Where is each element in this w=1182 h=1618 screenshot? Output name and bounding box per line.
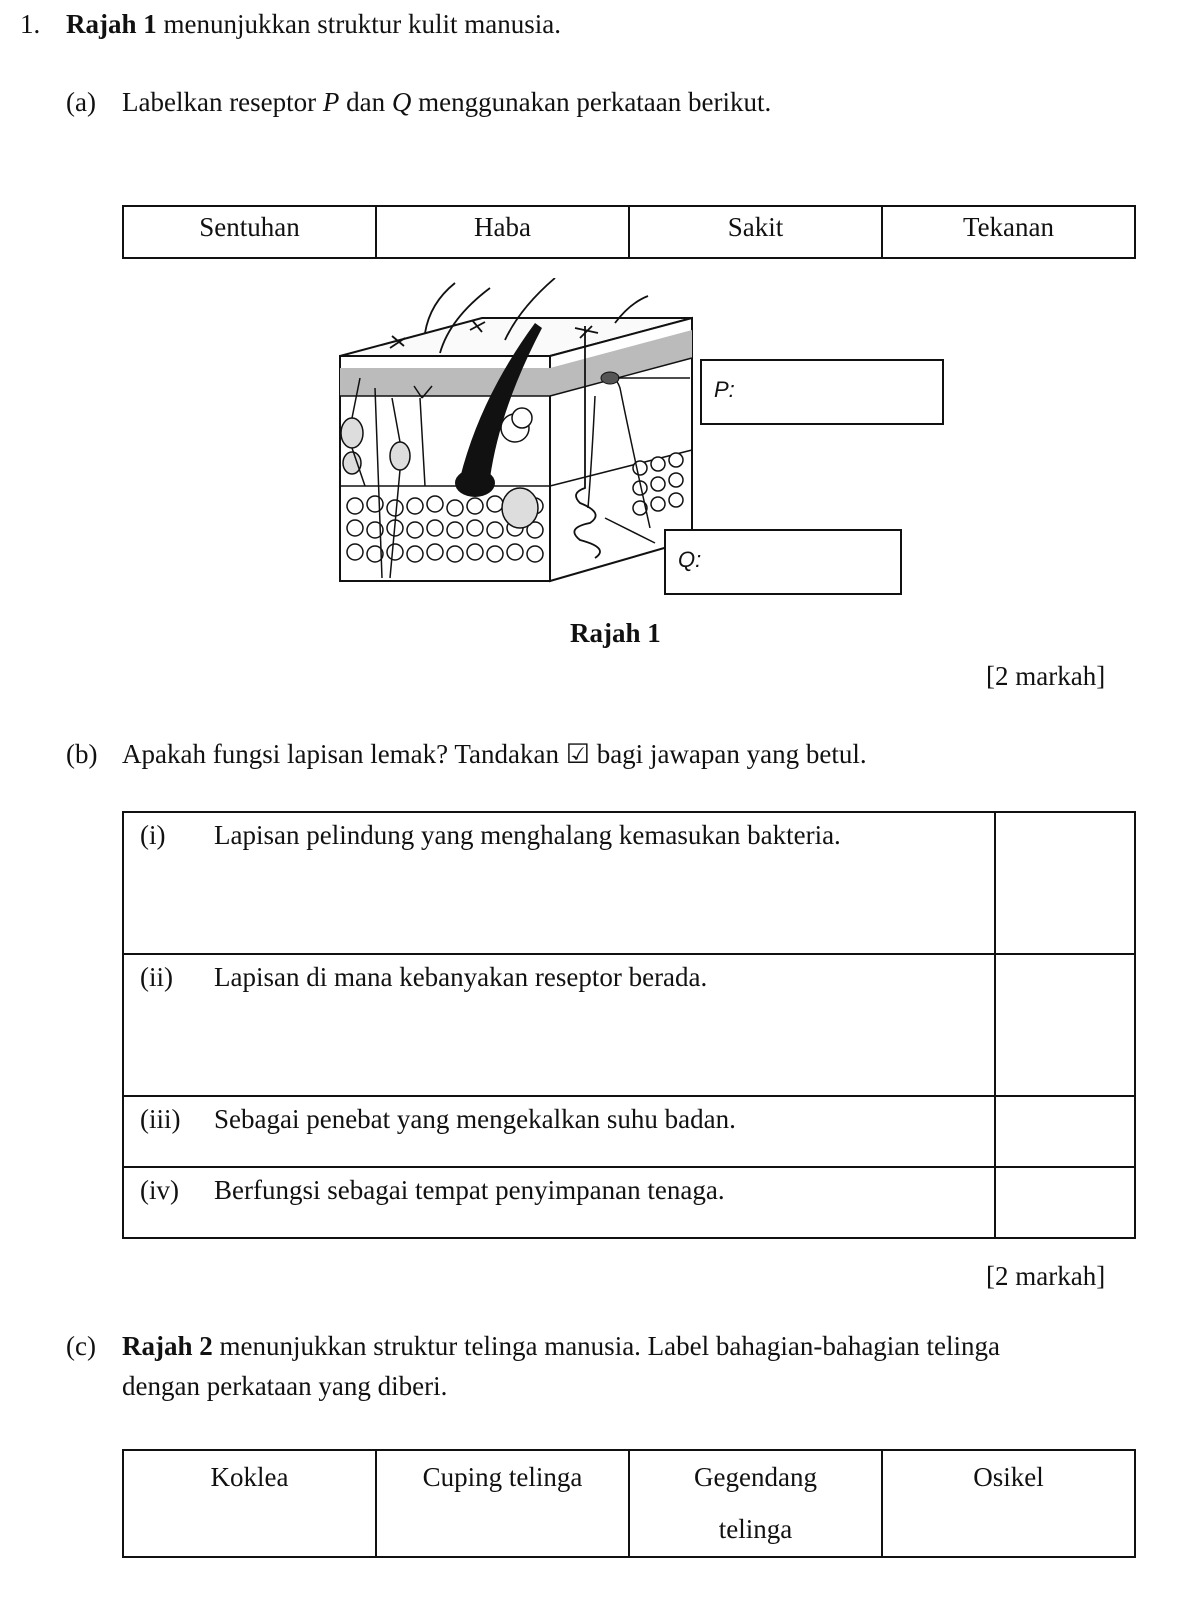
part-a-instruction: Labelkan reseptor P dan Q menggunakan perkataan berikut. bbox=[122, 87, 772, 117]
figure-ref: Rajah 1 bbox=[66, 9, 157, 39]
option-checkbox-ii[interactable] bbox=[995, 954, 1135, 1096]
option-number: (iv) bbox=[123, 1167, 214, 1238]
checkbox-symbol: ☑ bbox=[565, 739, 590, 769]
word-bank-cell: Osikel bbox=[882, 1450, 1135, 1557]
word-bank-cell: Sentuhan bbox=[123, 206, 376, 258]
word-bank-table-a bbox=[122, 205, 1136, 259]
word-bank-table-c bbox=[122, 1449, 1136, 1558]
part-c-instruction-line1: Rajah 2 menunjukkan struktur telinga manusia. Label bahagian-bahagian telinga bbox=[122, 1331, 1001, 1361]
option-row bbox=[123, 1167, 1135, 1238]
option-text: Berfungsi sebagai tempat penyimpanan tenaga. bbox=[214, 1167, 995, 1238]
word-bank-cell: Koklea bbox=[123, 1450, 376, 1557]
label-box-p[interactable]: P: bbox=[700, 359, 944, 425]
option-text: Lapisan di mana kebanyakan reseptor berada. bbox=[214, 954, 995, 1096]
marks-a: [2 markah] bbox=[986, 661, 1106, 691]
question-number: 1. bbox=[20, 9, 41, 39]
option-row bbox=[123, 812, 1135, 954]
option-number: (ii) bbox=[123, 954, 214, 1096]
part-c-instruction-line2: dengan perkataan yang diberi. bbox=[122, 1371, 448, 1401]
part-b-label: (b) bbox=[66, 739, 98, 769]
part-a-label: (a) bbox=[66, 87, 96, 117]
marks-b: [2 markah] bbox=[986, 1261, 1106, 1291]
label-box-q[interactable]: Q: bbox=[664, 529, 902, 595]
question-intro: Rajah 1 menunjukkan struktur kulit manusia. bbox=[66, 9, 561, 39]
option-checkbox-iv[interactable] bbox=[995, 1167, 1135, 1238]
option-checkbox-i[interactable] bbox=[995, 812, 1135, 954]
word-bank-cell: Tekanan bbox=[882, 206, 1135, 258]
word-bank-cell: Gegendang telinga bbox=[629, 1450, 882, 1557]
option-number: (i) bbox=[123, 812, 214, 954]
option-checkbox-iii[interactable] bbox=[995, 1096, 1135, 1167]
option-row bbox=[123, 954, 1135, 1096]
word-bank-cell: Sakit bbox=[629, 206, 882, 258]
word-bank-cell: Cuping telinga bbox=[376, 1450, 629, 1557]
option-number: (iii) bbox=[123, 1096, 214, 1167]
option-text: Lapisan pelindung yang menghalang kemasukan bakteria. bbox=[214, 812, 995, 954]
option-row bbox=[123, 1096, 1135, 1167]
figure-ref: Rajah 2 bbox=[122, 1331, 213, 1361]
part-b-instruction: Apakah fungsi lapisan lemak? Tandakan ☑ bagi jawapan yang betul. bbox=[122, 739, 867, 769]
options-table bbox=[122, 811, 1136, 1239]
word-bank-cell: Haba bbox=[376, 206, 629, 258]
figure-caption-rajah-1: Rajah 1 bbox=[570, 618, 661, 648]
option-text: Sebagai penebat yang mengekalkan suhu badan. bbox=[214, 1096, 995, 1167]
part-c-label: (c) bbox=[66, 1331, 96, 1361]
